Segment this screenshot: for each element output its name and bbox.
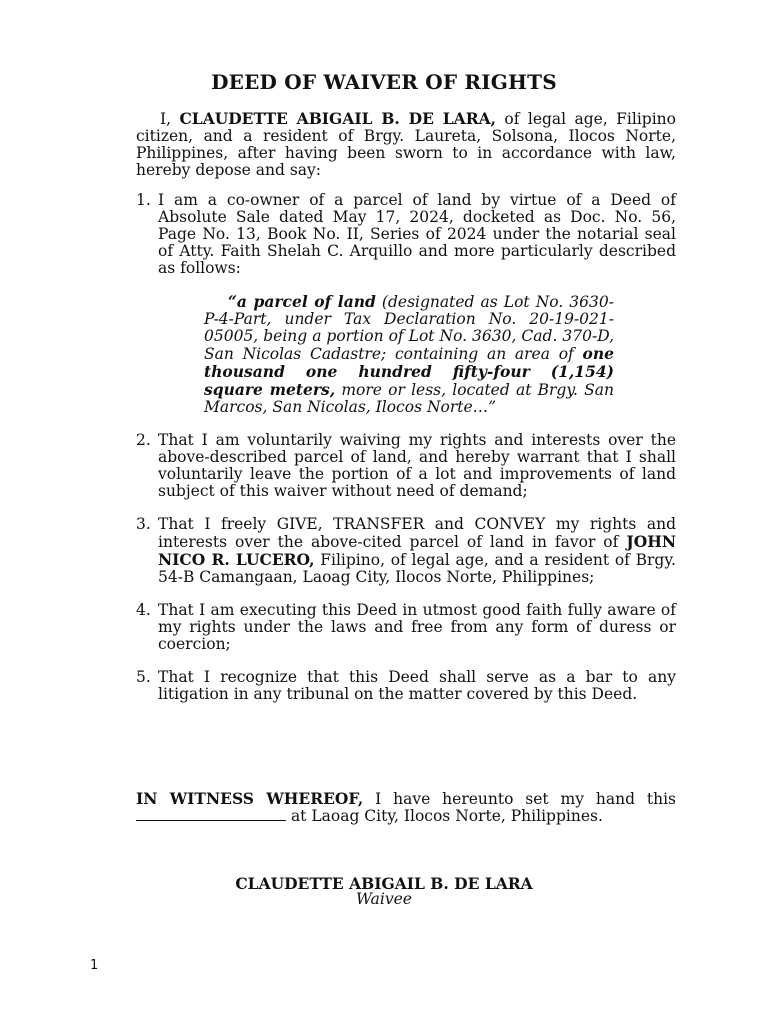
item-number: 5. (136, 668, 151, 686)
item-text: That I recognize that this Deed shall serve as a bar to any litigation in any tribunal on the matter covered by this Deed. (158, 668, 676, 703)
list-item (136, 432, 676, 500)
item-number: 4. (136, 601, 151, 619)
page-number: 1 (90, 958, 99, 973)
witness-text: I have hereunto set my hand this (375, 790, 677, 808)
transferee-name: JOHN NICO R. LUCERO, (158, 532, 677, 569)
numbered-list (136, 192, 676, 719)
item-number: 3. (136, 515, 151, 533)
item-number: 1. (136, 191, 151, 209)
witness-clause (136, 790, 676, 825)
quote-lead: “a parcel of land (228, 292, 376, 311)
item-text-after: Filipino, of legal age, and a resident of Brgy. 54-B Camangaan, Laoag City, Ilocos Norte, Philippines; (158, 551, 676, 586)
witness-place: at Laoag City, Ilocos Norte, Philippines. (290, 807, 603, 825)
waivor-name: CLAUDETTE ABIGAIL B. DE LARA, (179, 109, 497, 128)
intro-text: of legal age, Filipino citizen, and a resident of Brgy. Laureta, Solsona, Ilocos Norte, Philippines, after having been sworn to in accordance with law, hereby depose and say: (136, 110, 676, 179)
list-item (136, 669, 676, 703)
list-item (136, 602, 676, 653)
item-text: I am a co-owner of a parcel of land by virtue of a Deed of Absolute Sale dated May 17, 2024, docketed as Doc. No. 56, Page No. 13, Book No. II, Series of 2024 under the notarial seal of Atty. Faith Shelah C. Arquillo and more particularly described as follows: (158, 191, 676, 277)
item-text-before: That I freely GIVE, TRANSFER and CONVEY my rights and interests over the above-cited parcel of land in favor of (158, 515, 676, 551)
document-title: DEED OF WAIVER OF RIGHTS (211, 70, 557, 94)
signatory-name: CLAUDETTE ABIGAIL B. DE LARA (235, 874, 533, 893)
witness-heading: IN WITNESS WHEREOF, (136, 789, 364, 808)
property-description (204, 293, 614, 416)
item-text: That I am voluntarily waiving my rights and interests over the above-described parcel of land, and hereby warrant that I shall voluntarily leave the portion of a lot and improvements of land subject of this waiver without need of demand; (158, 431, 676, 500)
quote-text-1: (designated as Lot No. 3630-P-4-Part, under Tax Declaration No. 20-19-021-05005, being a portion of Lot No. 3630, Cad. 370-D, San Nicolas Cadastre; containing an area of (204, 293, 614, 363)
item-number: 2. (136, 431, 151, 449)
intro-prefix: I, (160, 110, 172, 128)
list-item (136, 192, 676, 416)
date-blank-line (136, 808, 286, 821)
list-item (136, 516, 676, 586)
quote-area: one thousand one hundred fifty-four (1,154) square meters, (204, 344, 614, 399)
item-text: That I am executing this Deed in utmost good faith fully aware of my rights under the laws and free from any form of duress or coercion; (158, 601, 676, 653)
intro-paragraph (136, 110, 676, 179)
quote-text-2: more or less, located at Brgy. San Marcos, San Nicolas, Ilocos Norte…” (204, 381, 614, 416)
signatory-role: Waivee (356, 890, 412, 908)
